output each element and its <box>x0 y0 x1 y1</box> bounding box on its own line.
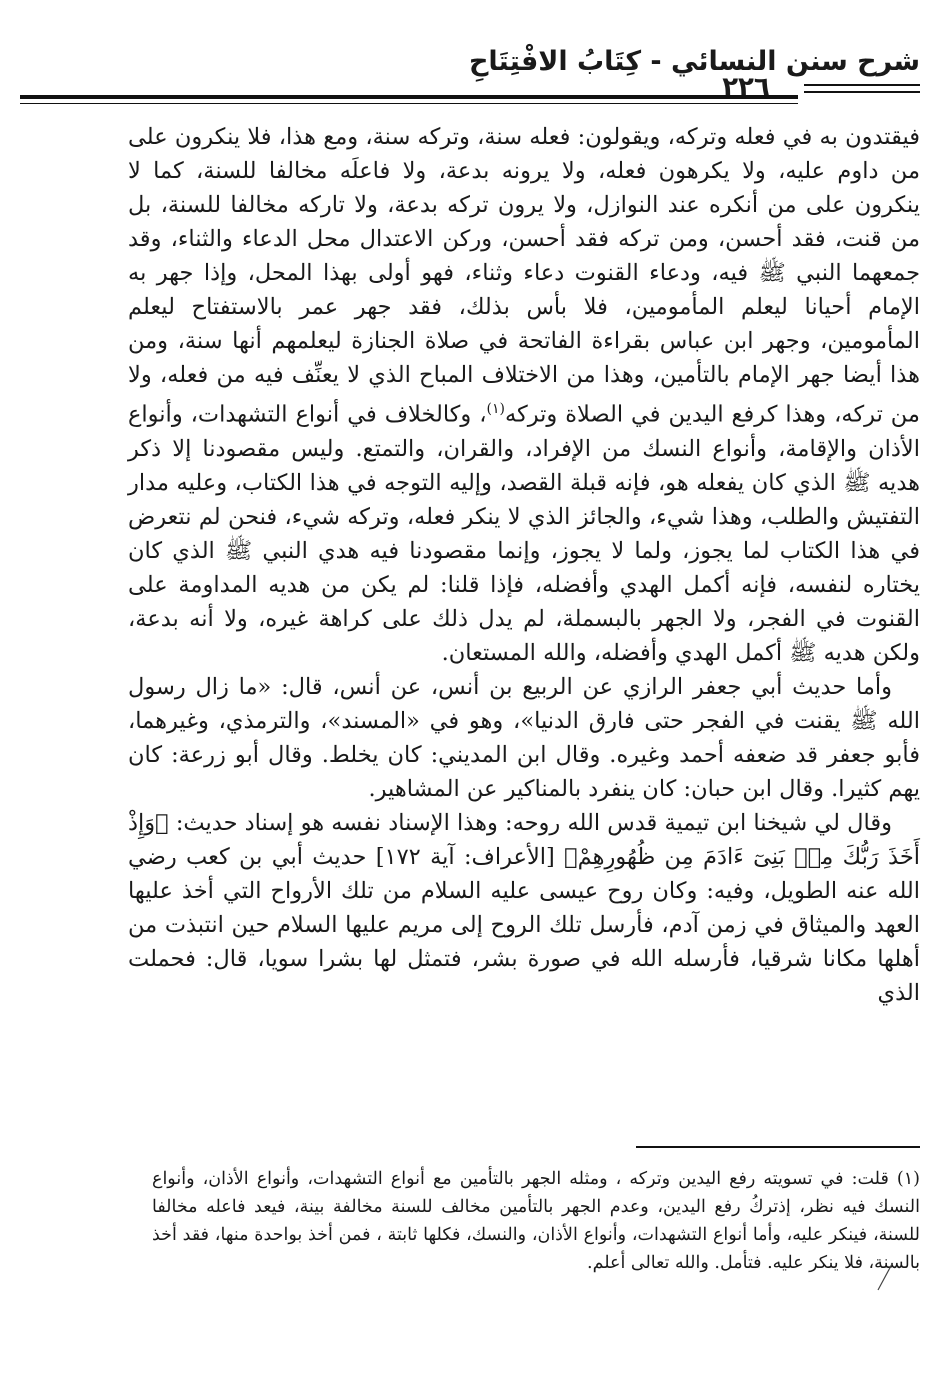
page-number-rule-middle <box>804 91 920 93</box>
header-rule <box>20 95 798 99</box>
footnote <box>152 1165 920 1277</box>
paragraph-text: فيقتدون به في فعله وتركه، ويقولون: فعله سنة، وتركه سنة، ومع هذا، فلا ينكرون على من داوم عليه، ولا يكرهون فعله، ولا يرونه بدعة، ولا فاعلَه مخالفا للسنة، كما لا ينكرون على من أنكره عند النوازل، ولا يرون تركه بدعة، ولا تاركه مخالفا للسنة، بل من قنت، فقد أحسن، ومن تركه فقد أحسن، وركن الاعتدال محل الدعاء والثناء، وقد جمعهما النبي ﷺ فيه، ودعاء القنوت دعاء وثناء، فهو أولى بهذا المحل، وإذا جهر به الإمام أحيانا ليعلم المأمومين، فلا بأس بذلك، فقد جهر عمر بالاستفتاح ليعلم المأمومين، وجهر ابن عباس بقراءة الفاتحة في صلاة الجنازة ليعلمهم أنها سنة، ومن هذا أيضا جهر الإمام بالتأمين، وهذا من الاختلاف المباح الذي لا يعنِّف فيه من فعله، ولا من تركه، وهذا كرفع اليدين في الصلاة وتركه <box>128 124 920 428</box>
main-text <box>128 120 920 1010</box>
margin-slash-mark <box>874 1262 896 1292</box>
paragraph-text-continued: ، وكالخلاف في أنواع التشهدات، وأنواع الأذان والإقامة، وأنواع النسك من الإفراد، والقران، والتمتع. وليس مقصودنا إلا ذكر هديه ﷺ الذي كان يفعله هو، فإنه قبلة القصد، وإليه التوجه في هذا الكتاب، وعليه مدار التفتيش والطلب، وهذا شيء، والجائز الذي لا ينكر فعله، وتركه شيء، فنحن لم نتعرض في هذا الكتاب لما يجوز، ولما لا يجوز، وإنما مقصودنا فيه هدي النبي ﷺ الذي كان يختاره لنفسه، فإنه أكمل الهدي وأفضله، فإذا قلنا: لم يكن من هديه المداومة على القنوت في الفجر، ولا الجهر بالبسملة، لم يدل ذلك على كراهة غيره، ولا أنه بدعة، ولكن هديه ﷺ أكمل الهدي وأفضله، والله المستعان. <box>128 401 920 666</box>
footnote-rule <box>636 1146 920 1148</box>
running-title: شرح سنن النسائي - كِتَابُ الافْتِتَاحِ <box>468 46 920 77</box>
paragraph <box>128 120 920 670</box>
footnote-reference: (١) <box>486 401 505 417</box>
page-number-rule-top <box>804 84 920 86</box>
header-rule-thin <box>20 103 798 104</box>
page-number: ٢٢٦ <box>722 72 770 102</box>
paragraph: وقال لي شيخنا ابن تيمية قدس الله روحه: وهذا الإسناد نفسه هو إسناد حديث: ﴿وَإِذْ أَخَذَ رَبُّكَ مِنۢ بَنِىٓ ءَادَمَ مِن ظُهُورِهِمْ﴾ [الأعراف: آية ١٧٢] حديث أبي بن كعب رضي الله عنه الطويل، وفيه: وكان روح عيسى عليه السلام من تلك الأرواح التي أخذ عليها العهد والميثاق في زمن آدم، فأرسل تلك الروح إلى مريم عليها السلام حين انتبذت من أهلها مكانا شرقيا، فأرسله الله في صورة بشر، فتمثل لها بشرا سويا، قال: فحملت الذي <box>128 809 921 1006</box>
footnote-text: (١) قلت: في تسويته رفع اليدين وتركه ، ومثله الجهر بالتأمين مع أنواع التشهدات، وأنواع الأذان، وأنواع النسك فيه نظر، إذتركُ رفع اليدين، وعدم الجهر بالتأمين مخالف للسنة مخالفة بينة، فيعد فاعله مخالفا للسنة، فينكر عليه، وأما أنواع التشهدات، وأنواع الأذان، والنسك، فكلها ثابتة ، فمن أخذ بواحدة منها، فقد أخذ بالسنة، فلا ينكر عليه. فتأمل. والله تعالى أعلم. <box>152 1169 920 1273</box>
paragraph: وأما حديث أبي جعفر الرازي عن الربيع بن أنس، عن أنس، قال: «ما زال رسول الله ﷺ يقنت في الفجر حتى فارق الدنيا»، وهو في «المسند»، والترمذي، وغيرهما، فأبو جعفر قد ضعفه أحمد وغيره. وقال ابن المديني: كان يخلط. وقال أبو زرعة: كان يهم كثيرا. وقال ابن حبان: كان ينفرد بالمناكير عن المشاهير. <box>128 673 920 802</box>
